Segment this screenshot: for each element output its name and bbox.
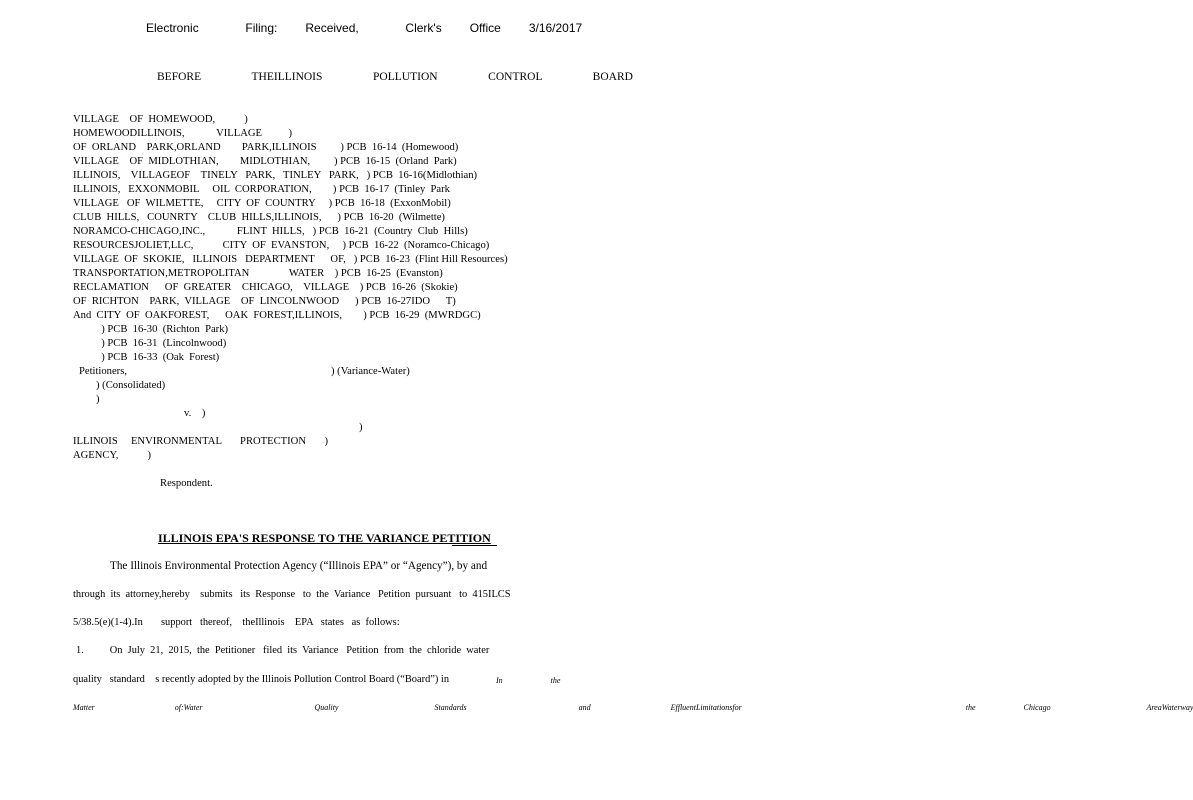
caption-line: VILLAGE OF HOMEWOOD, )	[73, 114, 248, 125]
body-line: 5/38.5(e)(1-4).In support thereof, theIllinois EPA states as follows:	[73, 617, 400, 628]
consolidated-label: ) (Consolidated)	[96, 380, 166, 391]
caption-line: ILLINOIS, VILLAGEOF TINELY PARK, TINLEY PARK, ) PCB 16-16(Midlothian)	[73, 170, 478, 181]
versus-label: v. )	[184, 408, 206, 419]
filing-stamp-header: Electronic Filing: Received, Clerk's Office 3/16/2017	[146, 21, 583, 35]
caption-line: VILLAGE OF SKOKIE, ILLINOIS DEPARTMENT OF, ) PCB 16-23 (Flint Hill Resources)	[73, 254, 508, 265]
caption-line: And CITY OF OAKFOREST, OAK FOREST,ILLINOIS, ) PCB 16-29 (MWRDGC)	[73, 310, 481, 321]
caption-line: RECLAMATION OF GREATER CHICAGO, VILLAGE ) PCB 16-26 (Skokie)	[73, 282, 458, 293]
respondent-name: AGENCY, )	[73, 450, 152, 461]
caption-line: NORAMCO-CHICAGO,INC., FLINT HILLS, ) PCB 16-21 (Country Club Hills)	[73, 226, 468, 237]
caption-line: RESOURCESJOLIET,LLC, CITY OF EVANSTON, ) PCB 16-22 (Noramco-Chicago)	[73, 240, 490, 251]
caption-line: ) PCB 16-30 (Richton Park)	[80, 324, 229, 335]
body-line: 1. On July 21, 2015, the Petitioner filed its Variance Petition from the chloride water	[76, 645, 490, 656]
caption-line: CLUB HILLS, COUNRTY CLUB HILLS,ILLINOIS, ) PCB 16-20 (Wilmette)	[73, 212, 445, 223]
respondent-name: ILLINOIS ENVIRONMENTAL PROTECTION )	[73, 436, 329, 447]
body-line: The Illinois Environmental Protection Agency (“Illinois EPA” or “Agency”), by and	[110, 560, 488, 572]
body-line-italic: In the	[496, 676, 561, 685]
body-line: quality standard s recently adopted by the Illinois Pollution Control Board (“Board”) in	[73, 674, 450, 685]
respondent-label: Respondent.	[160, 478, 213, 489]
caption-line: ) PCB 16-31 (Lincolnwood)	[80, 338, 227, 349]
court-heading: BEFORE THEILLINOIS POLLUTION CONTROL BOARD	[157, 71, 633, 83]
case-citation-italic: Matter of:Water Quality Standards and EffluentLimitationsfor the Chicago AreaWaterway	[73, 703, 1193, 712]
caption-line: HOMEWOODILLINOIS, VILLAGE )	[73, 128, 293, 139]
petitioners-label: Petitioners,	[79, 366, 127, 377]
variance-water-label: ) (Variance-Water)	[331, 366, 410, 377]
title-underline-extension	[452, 545, 497, 546]
caption-line: OF ORLAND PARK,ORLAND PARK,ILLINOIS ) PCB 16-14 (Homewood)	[73, 142, 459, 153]
caption-paren: )	[96, 394, 100, 405]
caption-paren: )	[359, 422, 363, 433]
response-title: ILLINOIS EPA'S RESPONSE TO THE VARIANCE PETITION	[158, 531, 491, 545]
caption-line: TRANSPORTATION,METROPOLITAN WATER ) PCB 16-25 (Evanston)	[73, 268, 443, 279]
caption-line: ) PCB 16-33 (Oak Forest)	[80, 352, 220, 363]
caption-line: VILLAGE OF MIDLOTHIAN, MIDLOTHIAN, ) PCB 16-15 (Orland Park)	[73, 156, 457, 167]
body-line: through its attorney,hereby submits its Response to the Variance Petition pursuant to 415ILCS	[73, 589, 511, 600]
caption-line: ILLINOIS, EXXONMOBIL OIL CORPORATION, ) PCB 16-17 (Tinley Park	[73, 184, 450, 195]
caption-line: OF RICHTON PARK, VILLAGE OF LINCOLNWOOD ) PCB 16-27IDO T)	[73, 296, 456, 307]
caption-line: VILLAGE OF WILMETTE, CITY OF COUNTRY ) PCB 16-18 (ExxonMobil)	[73, 198, 451, 209]
